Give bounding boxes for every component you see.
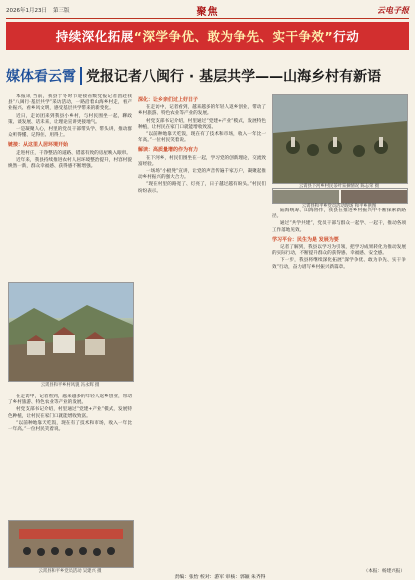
campaign-banner (6, 22, 409, 50)
headline-title: 党报记者八闽行 · 基层共学——山海乡村有新语 (86, 69, 382, 85)
photo-caption: 云霄县下河乡村民茶叶采摘情况 陈志荣 摄 (298, 184, 380, 189)
paragraph: 村党支部书记介绍，村里通过“党建+产业”模式，发展特色种植，让村民在家门口就能增收致富。 (8, 407, 132, 419)
banner-quote: “深学争优、敢为争先、实干争效” (133, 29, 334, 44)
paragraph: “以前种地靠天吃饭，现在有了技术和市场，收入一年比一年高。”一位村民笑着说。 (8, 420, 132, 433)
photo-party-activity (8, 520, 134, 568)
column-1-text (8, 94, 132, 278)
subheading: 深化：让乡亲们过上好日子 (138, 97, 199, 103)
paragraph: 走进村庄，干净整洁的道路、错落有致的房屋映入眼帘。 (16, 150, 131, 156)
photo-caption: 云霄县和平乡党员活动 吴建兴 摄 (38, 569, 102, 574)
subheading: 链接：从这里人居环境开始 (8, 142, 69, 149)
banner-prefix: 持续深化拓展 (55, 29, 134, 44)
paragraph: 通过“共学共建”，党员干部与群众一起学、一起干，推动各项工作落地见效。 (272, 221, 406, 233)
photo-party-site (272, 188, 408, 204)
paragraph: 一场场“小板凳”宣讲，让党的声音传遍千家万户，凝聚起推动乡村振兴的强大合力。 (138, 169, 266, 181)
page-header (6, 2, 409, 19)
paragraph: “现在村里的路宽了、灯亮了，日子越过越有盼头。”村民们纷纷表示。 (138, 182, 266, 194)
subheading: 解读：高质量增的作为有力 (138, 147, 199, 154)
main-headline (6, 62, 409, 90)
paragraph: 在下河乡，村民们围坐在一起，学习党的创新理论，交流致富经验。 (138, 155, 266, 167)
paragraph: 近年来，我县持续推进农村人居环境整治提升，村容村貌焕然一新，群众幸福感、获得感不断增强。 (8, 157, 132, 170)
section-title: 聚焦 (196, 6, 219, 18)
subheading: 学习平台：民生为是 发展为要 (272, 236, 339, 243)
photo-caption: 云霄县和平乡党员活动现场 和平乡供图 (301, 204, 377, 209)
paragraph: 在走访中，记者看到，越来越多的年轻人返乡创业，带动了乡村旅游、特色农业等产业的发展。 (8, 394, 132, 406)
paragraph: 一是凝聚人心，村里的党员干部带头学、带头讲，推动群众听得懂、记得住、用得上。 (8, 127, 132, 139)
paragraph: 陆海统筹、山海协作，我县在推进乡村振兴中不断探索新路径。 (272, 208, 406, 220)
paragraph: 村党支部书记介绍，村里通过“党建+产业”模式，发展特色种植，让村民在家门口就能增收致富。 (138, 118, 266, 130)
headline-divider (80, 67, 82, 85)
banner-suffix: 行动 (333, 29, 360, 44)
issue-date: 2026年1月23日 (6, 8, 47, 14)
column-1-text-bottom (8, 394, 132, 518)
paragraph: 本报讯 当前，我县于冬时节迎接省级党报记者团赴我县“八闽行·基层共学”采访活动，一路沿着山海乡村走，看产业振兴、看乡风文明，感受基层共学带来的新变化。 (8, 94, 132, 112)
paragraph: 下一步，我县将继续深化拓展“深学争优、敢为争先、实干争效”行动，奋力谱写乡村振兴新篇章。 (272, 258, 406, 270)
photo-caption: 云霄县和平乡村风貌 冯永辉 摄 (40, 383, 100, 388)
header-meta (6, 6, 70, 14)
column-3-text (272, 208, 406, 558)
photo-tea-picking (272, 94, 408, 184)
paragraph: 近日，走访团来到我县小乡村，与村民围坐一起，聊政策、谈发展、话未来，让理论宣讲更接地气。 (8, 113, 132, 125)
photo-village-landscape (8, 282, 134, 382)
page-number: 第三版 (53, 8, 70, 14)
footer-editors: 责编：张怡 校对：游军 审核：郭颖 朱齐得 (174, 575, 266, 580)
article-signature: （本报：杨建兴报） (363, 569, 405, 574)
column-2-text (138, 94, 266, 556)
paragraph: 在走访中，记者看到，越来越多的年轻人返乡创业，带动了乡村旅游、特色农业等产业的发展。 (138, 105, 266, 117)
brand-logo-text: 云电子报 (377, 4, 409, 15)
headline-column-name: 媒体看云霄 (6, 69, 76, 85)
paragraph: 记者了解到，我县以学习为引领，把学习成果转化为推动发展的实际行动，不断提升群众的获得感、幸福感、安全感。 (272, 245, 406, 257)
paragraph: “以前种地靠天吃饭，现在有了技术和市场，收入一年比一年高。”一位村民笑着说。 (138, 132, 266, 144)
